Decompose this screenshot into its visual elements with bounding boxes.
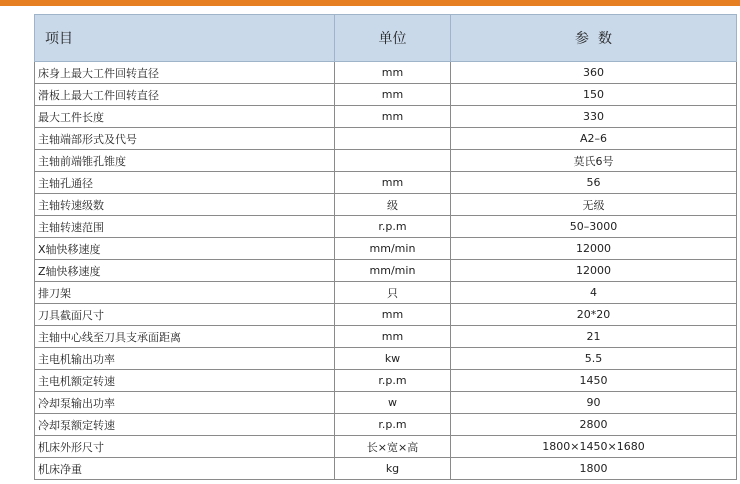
row-value-cell: A2–6 — [451, 128, 737, 150]
row-item-cell: 冷却泵输出功率 — [35, 392, 335, 414]
table-row — [35, 172, 737, 194]
table-row — [35, 326, 737, 348]
row-unit-cell: mm/min — [335, 238, 451, 260]
row-unit-cell: mm — [335, 172, 451, 194]
row-item-cell: 床身上最大工件回转直径 — [35, 62, 335, 84]
row-unit-cell: 长×宽×高 — [335, 436, 451, 458]
row-unit-cell — [335, 150, 451, 172]
row-value-cell: 2800 — [451, 414, 737, 436]
row-value-cell: 90 — [451, 392, 737, 414]
table-row — [35, 62, 737, 84]
header-value: 参 数 — [451, 15, 737, 62]
row-unit-cell: mm — [335, 326, 451, 348]
row-item-cell: 刀具截面尺寸 — [35, 304, 335, 326]
row-unit-cell: mm — [335, 106, 451, 128]
row-value-cell: 360 — [451, 62, 737, 84]
row-value-cell: 1800×1450×1680 — [451, 436, 737, 458]
row-item-cell: 排刀架 — [35, 282, 335, 304]
spec-sheet — [0, 6, 740, 484]
table-row — [35, 282, 737, 304]
row-unit-cell: 级 — [335, 194, 451, 216]
row-item-cell: 主电机额定转速 — [35, 370, 335, 392]
table-row — [35, 216, 737, 238]
table-row — [35, 84, 737, 106]
row-item-cell: 主轴转速级数 — [35, 194, 335, 216]
table-row — [35, 414, 737, 436]
row-item-cell: 主轴中心线至刀具支承面距离 — [35, 326, 335, 348]
table-row — [35, 260, 737, 282]
row-item-cell: 机床外形尺寸 — [35, 436, 335, 458]
table-row — [35, 238, 737, 260]
row-item-cell: 最大工件长度 — [35, 106, 335, 128]
row-item-cell: X轴快移速度 — [35, 238, 335, 260]
table-row — [35, 392, 737, 414]
row-value-cell: 12000 — [451, 238, 737, 260]
row-item-cell: 滑板上最大工件回转直径 — [35, 84, 335, 106]
row-unit-cell: mm — [335, 84, 451, 106]
spec-table — [34, 14, 737, 480]
header-unit: 单位 — [335, 15, 451, 62]
row-value-cell: 150 — [451, 84, 737, 106]
table-header-row — [35, 15, 737, 62]
row-item-cell: 主轴转速范围 — [35, 216, 335, 238]
table-row — [35, 458, 737, 480]
row-value-cell: 12000 — [451, 260, 737, 282]
row-value-cell: 莫氏6号 — [451, 150, 737, 172]
table-row — [35, 348, 737, 370]
row-value-cell: 330 — [451, 106, 737, 128]
row-unit-cell: kw — [335, 348, 451, 370]
row-unit-cell — [335, 128, 451, 150]
row-value-cell: 4 — [451, 282, 737, 304]
row-item-cell: 主轴孔通径 — [35, 172, 335, 194]
row-value-cell: 5.5 — [451, 348, 737, 370]
table-row — [35, 128, 737, 150]
table-body — [35, 62, 737, 480]
row-unit-cell: mm — [335, 62, 451, 84]
row-unit-cell: r.p.m — [335, 216, 451, 238]
row-unit-cell: r.p.m — [335, 414, 451, 436]
row-item-cell: 主轴端部形式及代号 — [35, 128, 335, 150]
row-unit-cell: 只 — [335, 282, 451, 304]
row-unit-cell: w — [335, 392, 451, 414]
row-unit-cell: mm — [335, 304, 451, 326]
table-row — [35, 150, 737, 172]
table-row — [35, 194, 737, 216]
row-value-cell: 1800 — [451, 458, 737, 480]
row-item-cell: 冷却泵额定转速 — [35, 414, 335, 436]
row-item-cell: 主轴前端锥孔锥度 — [35, 150, 335, 172]
row-unit-cell: mm/min — [335, 260, 451, 282]
table-row — [35, 436, 737, 458]
row-unit-cell: r.p.m — [335, 370, 451, 392]
row-value-cell: 21 — [451, 326, 737, 348]
row-value-cell: 20*20 — [451, 304, 737, 326]
row-value-cell: 50–3000 — [451, 216, 737, 238]
row-unit-cell: kg — [335, 458, 451, 480]
row-value-cell: 56 — [451, 172, 737, 194]
table-row — [35, 370, 737, 392]
header-item: 项目 — [35, 15, 335, 62]
table-row — [35, 106, 737, 128]
row-value-cell: 1450 — [451, 370, 737, 392]
row-item-cell: 机床净重 — [35, 458, 335, 480]
table-row — [35, 304, 737, 326]
row-item-cell: Z轴快移速度 — [35, 260, 335, 282]
row-value-cell: 无级 — [451, 194, 737, 216]
row-item-cell: 主电机输出功率 — [35, 348, 335, 370]
